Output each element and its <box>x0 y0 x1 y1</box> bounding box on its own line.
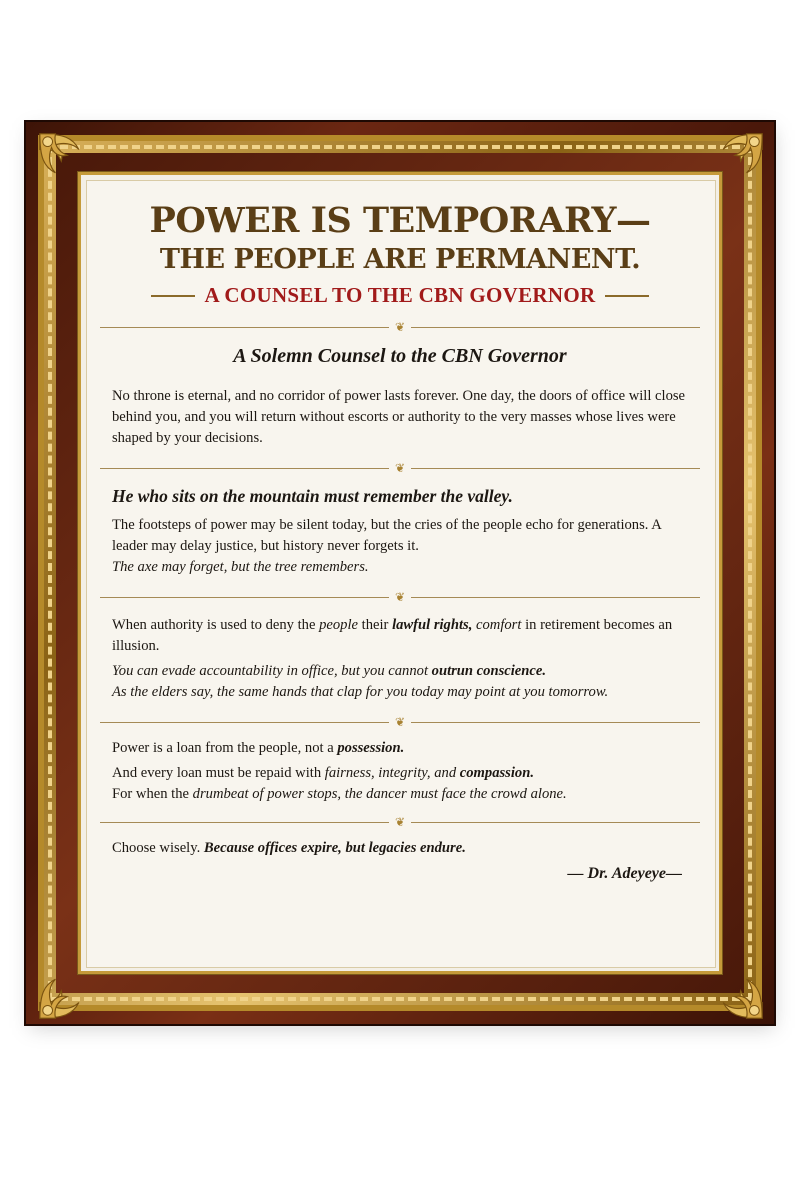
p4-text-b: possession. <box>337 740 405 756</box>
poster-subtitle: A COUNSEL TO THE CBN GOVERNOR <box>204 283 596 307</box>
subtitle-row <box>100 283 700 308</box>
divider-ornament-icon: ❦ <box>394 590 406 604</box>
paragraph-6 <box>100 838 700 859</box>
p5-text-a: And every loan must be repaid with <box>112 765 325 781</box>
divider <box>100 461 700 476</box>
signature: — Dr. Adeyeye— <box>567 865 682 882</box>
paragraph-2-text: The footsteps of power may be silent today, but the cries of the people echo for generations. A leader may delay justice, but history never forgets it. <box>112 517 661 554</box>
flourish-right-icon <box>605 295 649 297</box>
p3-italic-b: outrun conscience. <box>431 663 546 679</box>
section-heading: A Solemn Counsel to the CBN Governor <box>233 345 567 367</box>
corner-ornament-icon <box>690 946 768 1024</box>
divider <box>100 590 700 605</box>
p3-text-c: their <box>358 617 393 633</box>
divider <box>100 715 700 730</box>
p5-text-e: drumbeat of power stops, the dancer must face the crowd alone. <box>192 786 567 802</box>
p6-text-b: Because offices expire, but legacies endure. <box>203 840 466 856</box>
p3-text-f: in retirement becomes an illusion. <box>112 617 673 654</box>
corner-ornament-icon <box>34 946 112 1024</box>
p3-text-b: people <box>319 617 359 633</box>
flourish-left-icon <box>151 295 195 297</box>
p5-text-b: fairness, integrity, and <box>324 765 457 781</box>
mountain-valley-heading: He who sits on the mountain must remember the valley. <box>112 486 513 506</box>
p6-text-a: Choose wisely. <box>112 840 204 856</box>
divider <box>100 815 700 830</box>
p3-text-d: lawful rights, <box>392 617 473 633</box>
divider-ornament-icon: ❦ <box>394 320 406 334</box>
p5-text-d: For when the <box>112 786 193 802</box>
divider <box>100 320 700 335</box>
p5-text-c: compassion. <box>456 765 534 781</box>
paragraph-4 <box>100 738 700 805</box>
paragraph-3 <box>100 615 700 703</box>
divider-ornament-icon: ❦ <box>394 461 406 475</box>
paragraph-2 <box>100 515 700 578</box>
p3-text-a: When authority is used to deny the <box>112 617 320 633</box>
p3-text-e: comfort <box>472 617 522 633</box>
axe-tree-line: The axe may forget, but the tree remembers. <box>112 559 369 575</box>
paragraph-1 <box>100 386 700 449</box>
elders-line: As the elders say, the same hands that clap for you today may point at you tomorrow. <box>112 684 609 700</box>
corner-ornament-icon <box>690 128 768 206</box>
poster-title-line2: THE PEOPLE ARE PERMANENT. <box>159 244 641 275</box>
divider-ornament-icon: ❦ <box>394 815 406 829</box>
p4-text-a: Power is a loan from the people, not a <box>112 740 338 756</box>
paragraph-1-text: No throne is eternal, and no corridor of power lasts forever. One day, the doors of office will close behind you, and you will return without escorts or authority to the very masses whose lives were shaped by your decisions. <box>112 388 686 446</box>
p3-italic-a: You can evade accountability in office, but you cannot <box>112 663 432 679</box>
divider-ornament-icon: ❦ <box>394 715 406 729</box>
poster-title-line1: POWER IS TEMPORARY— <box>149 200 651 241</box>
poster-content <box>100 195 700 883</box>
